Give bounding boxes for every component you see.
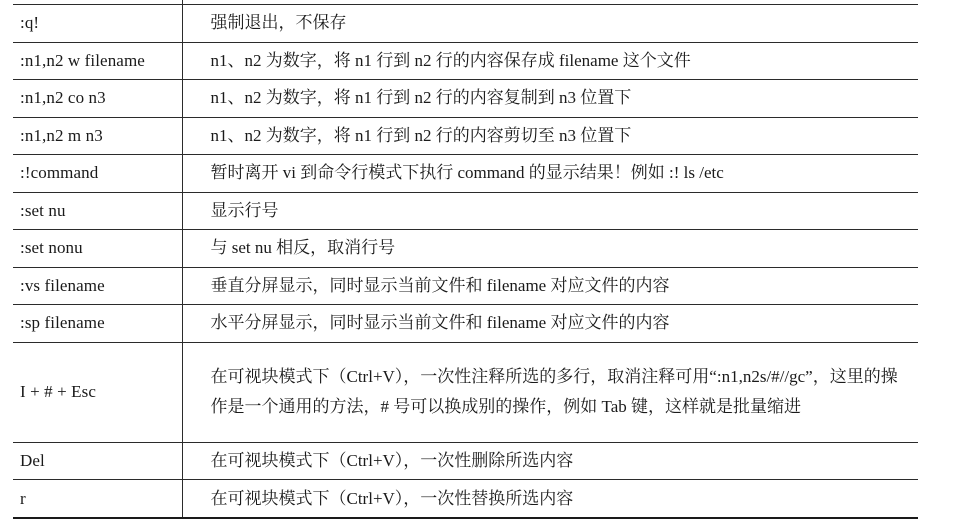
description-cell: 暂时离开 vi 到命令行模式下执行 command 的显示结果！例如 :! ls /etc bbox=[182, 155, 918, 193]
description-cell: 垂直分屏显示，同时显示当前文件和 filename 对应文件的内容 bbox=[182, 267, 918, 305]
table-row bbox=[13, 42, 918, 80]
table-row bbox=[13, 342, 918, 442]
command-cell: :n1,n2 co n3 bbox=[13, 80, 182, 118]
description-cell: 在可视块模式下（Ctrl+V），一次性替换所选内容 bbox=[182, 480, 918, 519]
table-row bbox=[13, 5, 918, 43]
description-cell: 在可视块模式下（Ctrl+V），一次性删除所选内容 bbox=[182, 442, 918, 480]
description-cell: n1、n2 为数字，将 n1 行到 n2 行的内容复制到 n3 位置下 bbox=[182, 80, 918, 118]
table-row bbox=[13, 480, 918, 519]
command-cell: :n1,n2 w filename bbox=[13, 42, 182, 80]
table-row bbox=[13, 305, 918, 343]
description-cell: n1、n2 为数字，将 n1 行到 n2 行的内容保存成 filename 这个文件 bbox=[182, 42, 918, 80]
command-cell: Del bbox=[13, 442, 182, 480]
table-row bbox=[13, 267, 918, 305]
command-cell: :q! bbox=[13, 5, 182, 43]
description-cell: 在可视块模式下（Ctrl+V），一次性注释所选的多行，取消注释可用“:n1,n2s/#//gc”，这里的操作是一个通用的方法，# 号可以换成别的操作，例如 Tab 键，这样就是批量缩进 bbox=[182, 342, 918, 442]
table-row bbox=[13, 80, 918, 118]
description-cell: 显示行号 bbox=[182, 192, 918, 230]
command-cell: :set nonu bbox=[13, 230, 182, 268]
command-cell: :!command bbox=[13, 155, 182, 193]
description-cell: 水平分屏显示，同时显示当前文件和 filename 对应文件的内容 bbox=[182, 305, 918, 343]
description-cell: 与 set nu 相反，取消行号 bbox=[182, 230, 918, 268]
command-cell: :sp filename bbox=[13, 305, 182, 343]
table-row bbox=[13, 230, 918, 268]
vi-command-table-container bbox=[13, 0, 918, 508]
table-row bbox=[13, 442, 918, 480]
description-cell: 强制退出，不保存 bbox=[182, 5, 918, 43]
vi-command-table bbox=[13, 0, 918, 519]
description-cell: n1、n2 为数字，将 n1 行到 n2 行的内容剪切至 n3 位置下 bbox=[182, 117, 918, 155]
table-row bbox=[13, 192, 918, 230]
command-cell: :vs filename bbox=[13, 267, 182, 305]
command-cell: :set nu bbox=[13, 192, 182, 230]
command-cell: I + # + Esc bbox=[13, 342, 182, 442]
command-cell: :n1,n2 m n3 bbox=[13, 117, 182, 155]
command-cell: r bbox=[13, 480, 182, 519]
table-row bbox=[13, 117, 918, 155]
table-row bbox=[13, 155, 918, 193]
